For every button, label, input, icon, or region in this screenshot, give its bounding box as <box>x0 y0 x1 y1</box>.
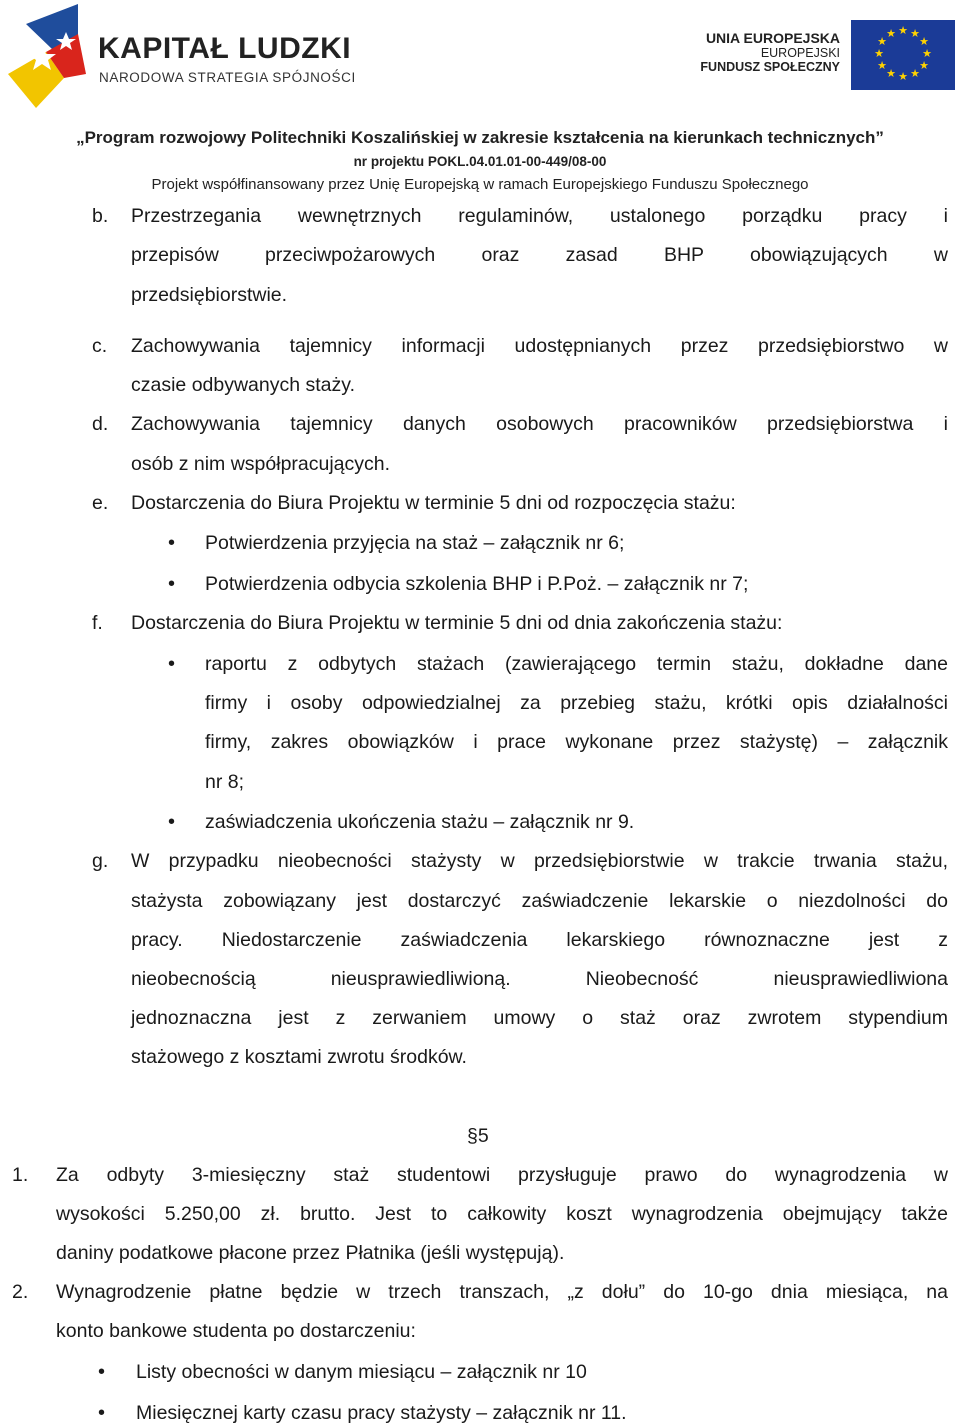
eu-label-line1: UNIA EUROPEJSKA <box>705 30 840 46</box>
eu-label-line2: EUROPEJSKI <box>760 46 840 60</box>
svg-text:★: ★ <box>922 47 932 60</box>
svg-text:★: ★ <box>919 35 929 48</box>
bullet-icon: • <box>98 1402 106 1424</box>
cofinance-note: Projekt współfinansowany przez Unię Europejską w ramach Europejskiego Funduszu Społecznego <box>151 176 809 193</box>
item-e-line: Dostarczenia do Biura Projektu w terminie 5 dni od rozpoczęcia stażu: <box>131 492 736 514</box>
item-b-line: przedsiębiorstwie. <box>131 284 288 306</box>
bullet-icon: • <box>168 653 176 675</box>
item-b-marker: b. <box>92 205 109 227</box>
page-header <box>0 0 960 200</box>
bullet-icon: • <box>168 532 176 554</box>
kl-title: KAPITAŁ LUDZKI <box>98 32 352 65</box>
item-e-bullet: Potwierdzenia przyjęcia na staż – załącznik nr 6; <box>205 532 625 554</box>
point-2-bullet: Listy obecności w danym miesiącu – załącznik nr 10 <box>136 1361 587 1383</box>
item-g-line: pracy. Niedostarczenie zaświadczenia lekarskiego równoznaczne jest z <box>131 929 948 951</box>
section-heading: §5 <box>467 1125 489 1147</box>
point-2-line: konto bankowe studenta po dostarczeniu: <box>56 1320 416 1342</box>
item-g-marker: g. <box>92 850 109 872</box>
item-g-line: W przypadku nieobecności stażysty w przedsiębiorstwie w trakcie trwania stażu, <box>131 850 948 872</box>
item-f-bullet2: zaświadczenia ukończenia stażu – załącznik nr 9. <box>205 811 635 833</box>
eu-flag-icon <box>851 20 955 90</box>
point-2-line: Wynagrodzenie płatne będzie w trzech transzach, „z dołu” do 10-go dnia miesiąca, na <box>56 1281 948 1303</box>
point-2-bullet: Miesięcznej karty czasu pracy stażysty – załącznik nr 11. <box>136 1402 627 1424</box>
item-f-marker: f. <box>92 612 103 634</box>
item-g-line: stażysta zobowiązany jest dostarczyć zaświadczenie lekarskie o niezdolności do <box>131 890 948 912</box>
item-c-line: czasie odbywanych staży. <box>131 374 355 396</box>
item-d-marker: d. <box>92 413 109 435</box>
svg-text:★: ★ <box>919 59 929 72</box>
item-c-line: Zachowywania tajemnicy informacji udostępnianych przez przedsiębiorstwo w <box>131 335 948 357</box>
svg-text:★: ★ <box>886 27 896 40</box>
point-1-marker: 1. <box>12 1164 29 1186</box>
svg-text:★: ★ <box>898 24 908 37</box>
item-c-marker: c. <box>92 335 108 357</box>
bullet-icon: • <box>168 573 176 595</box>
bullet-icon: • <box>168 811 176 833</box>
item-f-bullet1-line: firmy, zakres obowiązków i prace wykonane przez stażystę) – załącznik <box>205 731 948 753</box>
item-g-line: jednoznaczna jest z zerwaniem umowy o staż oraz zwrotem stypendium <box>131 1007 948 1029</box>
item-g-line: nieobecnością nieusprawiedliwioną. Nieobecność nieusprawiedliwiona <box>131 968 948 990</box>
point-1-line: Za odbyty 3-miesięczny staż studentowi przysługuje prawo do wynagrodzenia w <box>56 1164 948 1186</box>
eu-label <box>690 30 840 74</box>
point-2-marker: 2. <box>12 1281 29 1303</box>
kl-subtitle: NARODOWA STRATEGIA SPÓJNOŚCI <box>99 70 356 85</box>
svg-text:★: ★ <box>877 35 887 48</box>
item-f-bullet1-line: raportu z odbytych stażach (zawierającego termin stażu, dokładne dane <box>205 653 948 675</box>
point-1-line: wysokości 5.250,00 zł. brutto. Jest to całkowity koszt wynagrodzenia obejmujący także <box>56 1203 948 1225</box>
item-b-line: Przestrzegania wewnętrznych regulaminów, ustalonego porządku pracy i <box>131 205 948 227</box>
item-f-bullet1-line: nr 8; <box>205 771 245 793</box>
project-number: nr projektu POKL.04.01.01-00-449/08-00 <box>353 154 607 169</box>
svg-text:★: ★ <box>910 67 920 80</box>
item-d-line: osób z nim współpracujących. <box>131 453 391 475</box>
svg-text:★: ★ <box>877 59 887 72</box>
svg-text:★: ★ <box>886 67 896 80</box>
item-d-line: Zachowywania tajemnicy danych osobowych pracowników przedsiębiorstwa i <box>131 413 948 435</box>
item-f-bullet1-line: firmy i osoby odpowiedzialnej za przebieg stażu, krótki opis działalności <box>205 692 948 714</box>
kapital-ludzki-logo <box>6 4 102 114</box>
item-b-line: przepisów przeciwpożarowych oraz zasad BHP obowiązujących w <box>131 244 948 266</box>
item-f-line: Dostarczenia do Biura Projektu w terminie 5 dni od dnia zakończenia stażu: <box>131 612 783 634</box>
svg-text:★: ★ <box>910 27 920 40</box>
point-1-line: daniny podatkowe płacone przez Płatnika (jeśli występują). <box>56 1242 565 1264</box>
eu-label-line3: FUNDUSZ SPOŁECZNY <box>700 60 840 74</box>
program-title: „Program rozwojowy Politechniki Koszalińskiej w zakresie kształcenia na kierunkach technicznych” <box>76 128 884 147</box>
item-e-bullet: Potwierdzenia odbycia szkolenia BHP i P.Poż. – załącznik nr 7; <box>205 573 749 595</box>
item-g-line: stażowego z kosztami zwrotu środków. <box>131 1046 467 1068</box>
item-e-marker: e. <box>92 492 109 514</box>
svg-text:★: ★ <box>898 70 908 83</box>
svg-text:★: ★ <box>874 47 884 60</box>
bullet-icon: • <box>98 1361 106 1383</box>
